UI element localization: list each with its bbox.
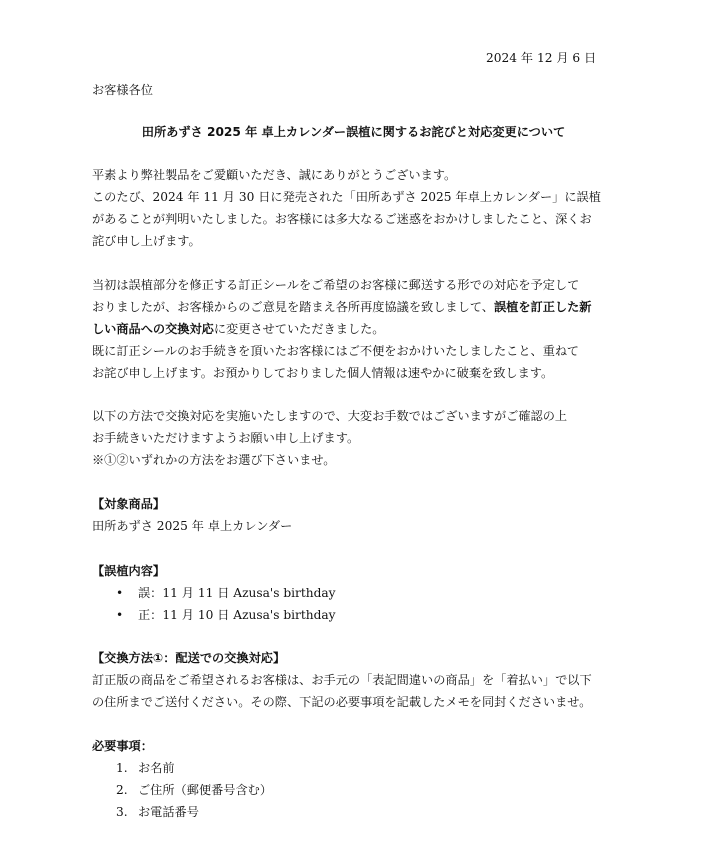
addressee: お客様各位 (92, 83, 153, 97)
exchange-method-1-section (92, 647, 622, 713)
list-label: お名前 (138, 761, 175, 775)
list-item (92, 779, 622, 801)
list-item (92, 801, 622, 823)
list-number: 1. (116, 761, 128, 775)
paragraph-line: お詫び申し上げます。お預かりしておりました個人情報は速やかに破棄を致します。 (92, 366, 554, 380)
paragraph-line: 訂正版の商品をご希望されるお客様は、お手元の「表記間違いの商品」を「着払い」で以下 (92, 673, 592, 687)
paragraph-line: 当初は誤植部分を修正する訂正シールをご希望のお客様に郵送する形での対応を予定して (92, 278, 580, 292)
required-items-list (92, 757, 622, 823)
paragraph-line: ※①②いずれかの方法をお選び下さいませ。 (92, 453, 336, 467)
errata-list (92, 582, 622, 626)
emphasis-text: しい商品への交換対応 (92, 322, 214, 336)
greeting-paragraph (92, 164, 622, 252)
policy-change-paragraph (92, 274, 622, 384)
required-items-section (92, 735, 622, 823)
section-heading: 【対象商品】 (92, 497, 166, 511)
section-heading: 【誤植内容】 (92, 564, 166, 578)
paragraph-line: お手続きいただけますようお願い申し上げます。 (92, 431, 360, 445)
paragraph-text: に変更させていただきました。 (213, 322, 385, 336)
list-item: • 正：11 月 10 日 Azusa's birthday (92, 604, 622, 626)
paragraph-line: 既に訂正シールのお手続きを頂いたお客様にはご不便をおかけいたしましたこと、重ねて (92, 344, 579, 358)
paragraph-line: があることが判明いたしました。お客様には多大なるご迷惑をおかけしましたこと、深くお (92, 212, 592, 226)
paragraph-text: おりましたが、お客様からのご意見を踏まえ各所再度協議を致しまして、 (92, 300, 494, 314)
paragraph-line: 平素より弊社製品をご愛顧いただき、誠にありがとうございます。 (92, 168, 457, 182)
letter-date: 2024 年 12 月 6 日 (486, 51, 597, 65)
list-label: お電話番号 (138, 805, 199, 819)
instructions-paragraph (92, 405, 622, 471)
list-item (92, 757, 622, 779)
list-label: ご住所（郵便番号含む） (138, 783, 273, 797)
paragraph-line (92, 296, 622, 318)
list-number: 3. (116, 805, 128, 819)
paragraph-line: このたび、2024 年 11 月 30 日に発売された「田所あずさ 2025 年卓上カレンダー」に誤植 (92, 190, 601, 204)
section-heading: 必要事項： (92, 739, 153, 753)
paragraph-line (92, 318, 622, 340)
paragraph-line: 詫び申し上げます。 (92, 234, 201, 248)
subject-title: 田所あずさ 2025 年 卓上カレンダー誤植に関するお詫びと対応変更について (141, 125, 566, 139)
list-item: • 誤：11 月 11 日 Azusa's birthday (92, 582, 622, 604)
product-name: 田所あずさ 2025 年 卓上カレンダー (92, 519, 293, 533)
errata-section (92, 560, 622, 626)
paragraph-line: 以下の方法で交換対応を実施いたしますので、大変お手数ではございますがご確認の上 (92, 409, 568, 423)
list-number: 2. (116, 783, 128, 797)
emphasis-text: 誤植を訂正した新 (493, 300, 592, 314)
target-product-section (92, 493, 622, 537)
section-heading: 【交換方法①：配送での交換対応】 (92, 651, 286, 665)
paragraph-line: の住所までご送付ください。その際、下記の必要事項を記載したメモを同封くださいませ。 (92, 695, 592, 709)
